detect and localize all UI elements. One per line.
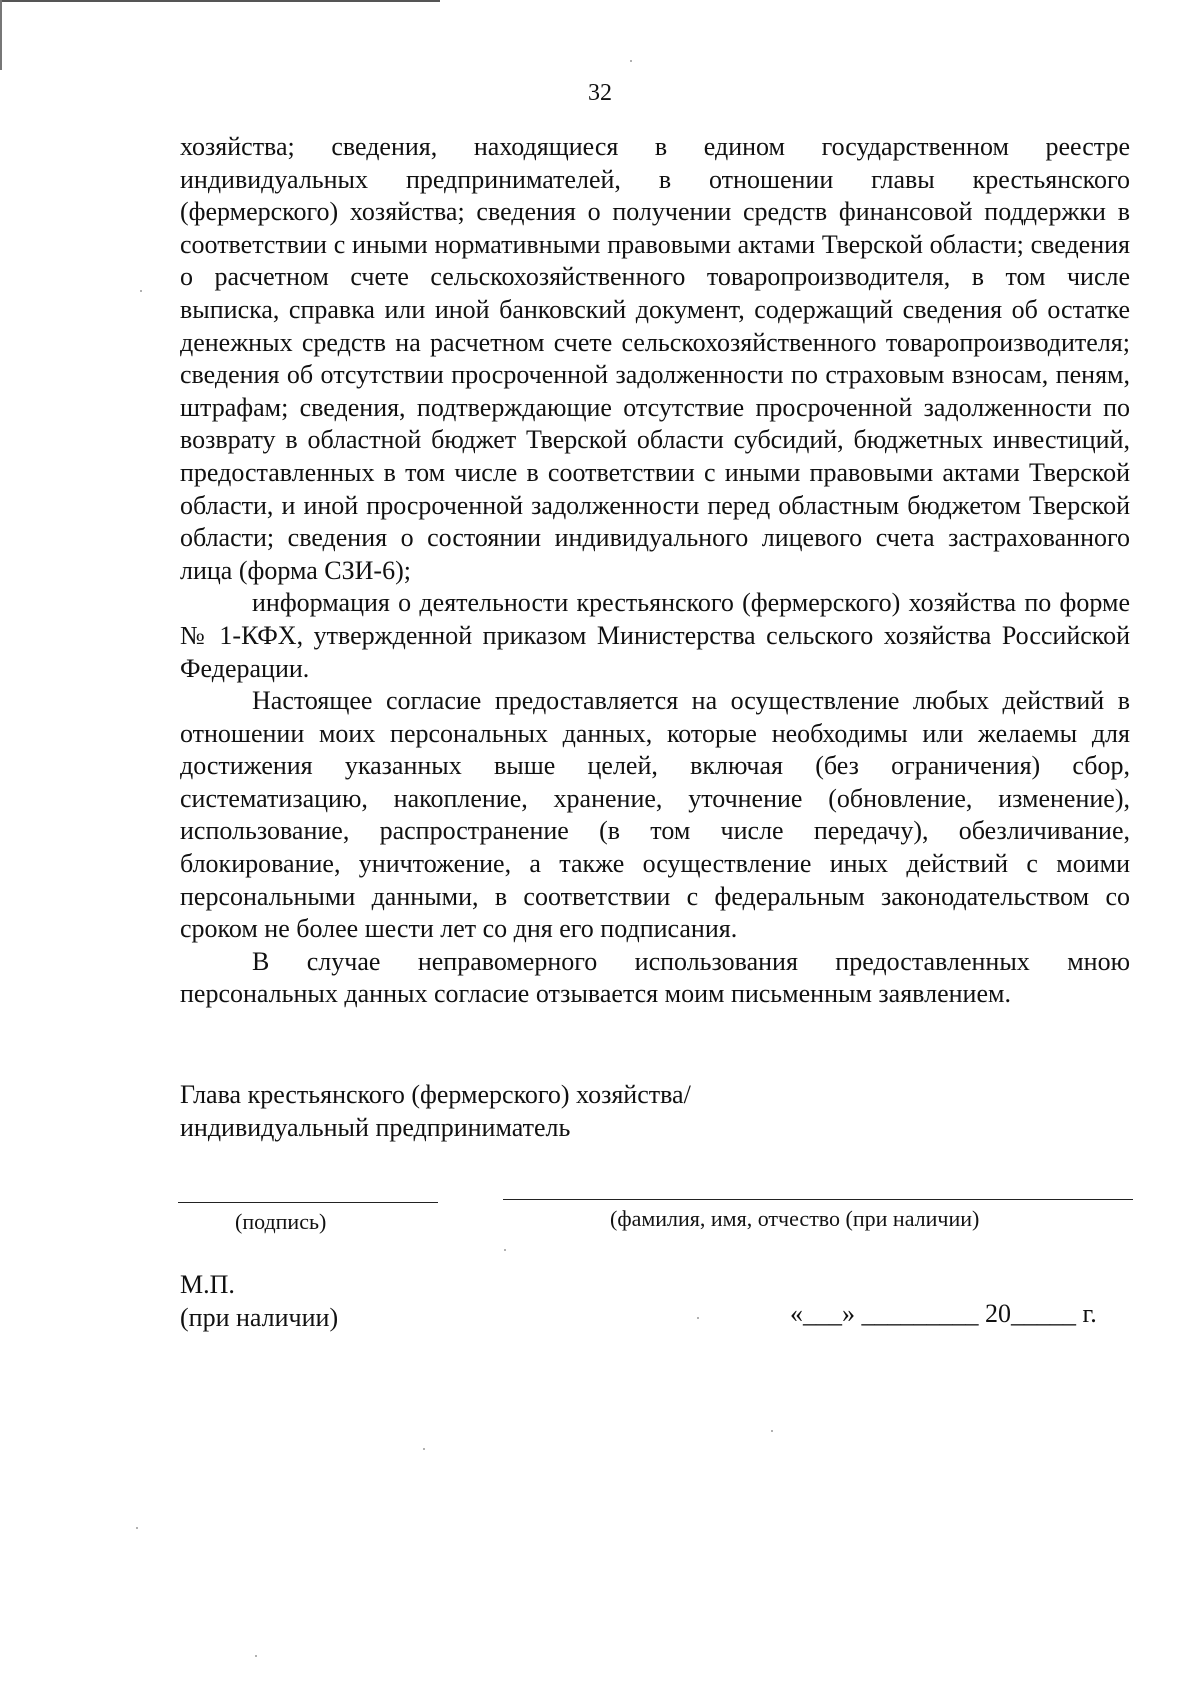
paragraph-consent-revocation: В случае неправомерного использования предоставленных мною персональных данных согласие отзывается моим письменным заявлением.	[180, 946, 1130, 1009]
scan-speck	[140, 290, 142, 292]
date-field: «___» _________ 20_____ г.	[790, 1299, 1097, 1328]
signatory-title-line1: Глава крестьянского (фермерского) хозяйства/	[180, 1080, 691, 1109]
page-number: 32	[588, 80, 612, 106]
body-text	[180, 131, 1130, 1011]
signature-line	[178, 1202, 438, 1203]
scan-speck	[504, 1249, 506, 1251]
paragraph-continuation: хозяйства; сведения, находящиеся в едином государственном реестре индивидуальных предпринимателей, в отношении главы крестьянского (фермерского) хозяйства; сведения о получении средств финансовой поддержки в соответствии с иными нормативными правовыми актами Тверской области; сведения о расчетном счете сельскохозяйственного товаропроизводителя, в том числе выписка, справка или иной банковский документ, содержащий сведения об остатке денежных средств на расчетном счете сельскохозяйственного товаропроизводителя; сведения об отсутствии просроченной задолженности по страховым взносам, пеням, штрафам; сведения, подтверждающие отсутствие просроченной задолженности по возврату в областной бюджет Тверской области субсидий, бюджетных инвестиций, предоставленных в том числе в соответствии с иными правовыми актами Тверской области, и иной просроченной задолженности перед областным бюджетом Тверской области; сведения о состоянии индивидуального лицевого счета застрахованного лица (форма СЗИ-6);	[180, 132, 1130, 585]
paragraph-kfh-info: информация о деятельности крестьянского (фермерского) хозяйства по форме № 1-КФХ, утвержденной приказом Министерства сельского хозяйства Российской Федерации.	[180, 588, 1130, 683]
paragraph-consent-scope: Настоящее согласие предоставляется на осуществление любых действий в отношении моих персональных данных, которые необходимы или желаемы для достижения указанных выше целей, включая (без ограничения) сбор, систематизацию, накопление, хранение, уточнение (обновление, изменение), использование, распространение (в том числе передачу), обезличивание, блокирование, уничтожение, а также осуществление иных действий с моими персональными данными, в соответствии с федеральным законодательством со сроком не более шести лет со дня его подписания.	[180, 686, 1130, 944]
signatory-title	[180, 1078, 1130, 1144]
full-name-line	[503, 1199, 1133, 1200]
scan-edge-top	[0, 0, 440, 2]
scan-speck	[697, 1317, 699, 1319]
scan-speck	[136, 1527, 138, 1529]
scan-speck	[423, 1448, 425, 1450]
signature-caption: (подпись)	[235, 1209, 327, 1234]
scan-speck	[630, 60, 632, 62]
stamp-note: (при наличии)	[180, 1303, 339, 1332]
scan-edge-left	[0, 0, 2, 70]
stamp-label: М.П.	[180, 1270, 235, 1299]
signatory-title-line2: индивидуальный предприниматель	[180, 1113, 571, 1142]
scan-speck	[255, 1655, 257, 1657]
full-name-caption: (фамилия, имя, отчество (при наличии)	[610, 1206, 980, 1231]
scan-speck	[771, 1430, 773, 1432]
stamp-placeholder	[180, 1268, 338, 1334]
